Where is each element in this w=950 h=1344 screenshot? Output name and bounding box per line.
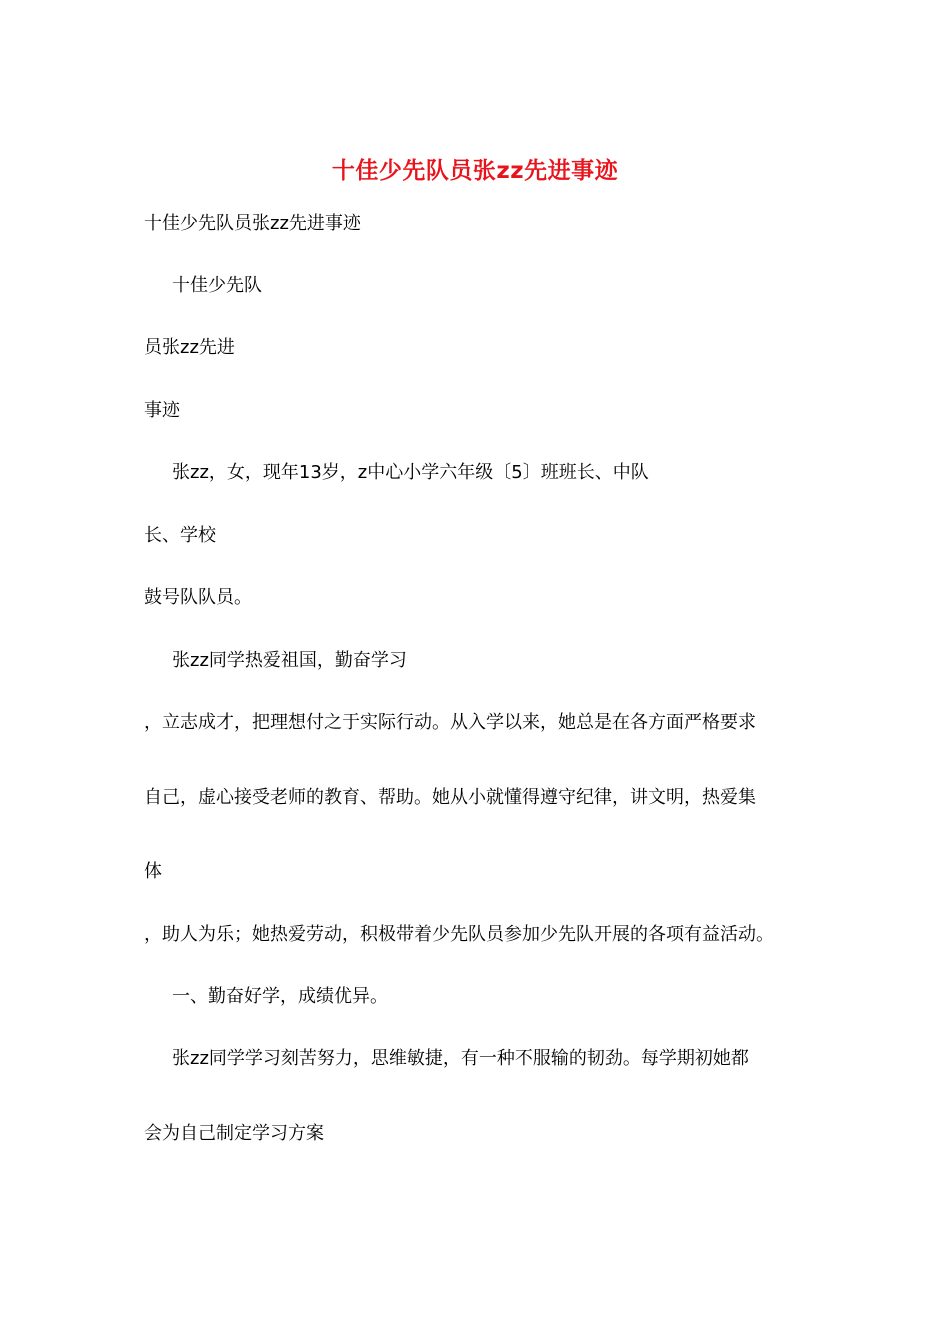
text-line: ，助人为乐；她热爱劳动，积极带着少先队员参加少先队开展的各项有益活动。 (144, 924, 774, 945)
text-line-heading-repeat: 十佳少先队员张zz先进事迹 (144, 213, 361, 234)
text-line: 张zz，女，现年13岁，z中心小学六年级〔5〕班班长、中队 (172, 462, 649, 483)
text-line: 长、学校 (144, 525, 216, 546)
text-line: 体 (144, 861, 162, 882)
text-line: 自己，虚心接受老师的教育、帮助。她从小就懂得遵守纪律，讲文明，热爱集 (144, 787, 756, 808)
section-heading: 一、勤奋好学，成绩优异。 (172, 986, 388, 1007)
document-title: 十佳少先队员张zz先进事迹 (331, 158, 619, 184)
text-line: 事迹 (144, 400, 180, 421)
text-line: 鼓号队队员。 (144, 587, 252, 608)
text-line: 张zz同学热爱祖国，勤奋学习 (172, 650, 407, 671)
text-line: ，立志成才，把理想付之于实际行动。从入学以来，她总是在各方面严格要求 (144, 712, 756, 733)
text-line: 张zz同学学习刻苦努力，思维敏捷，有一种不服输的韧劲。每学期初她都 (172, 1048, 749, 1069)
text-line: 十佳少先队 (172, 275, 262, 296)
text-line: 员张zz先进 (144, 337, 235, 358)
text-line: 会为自己制定学习方案 (144, 1123, 324, 1144)
